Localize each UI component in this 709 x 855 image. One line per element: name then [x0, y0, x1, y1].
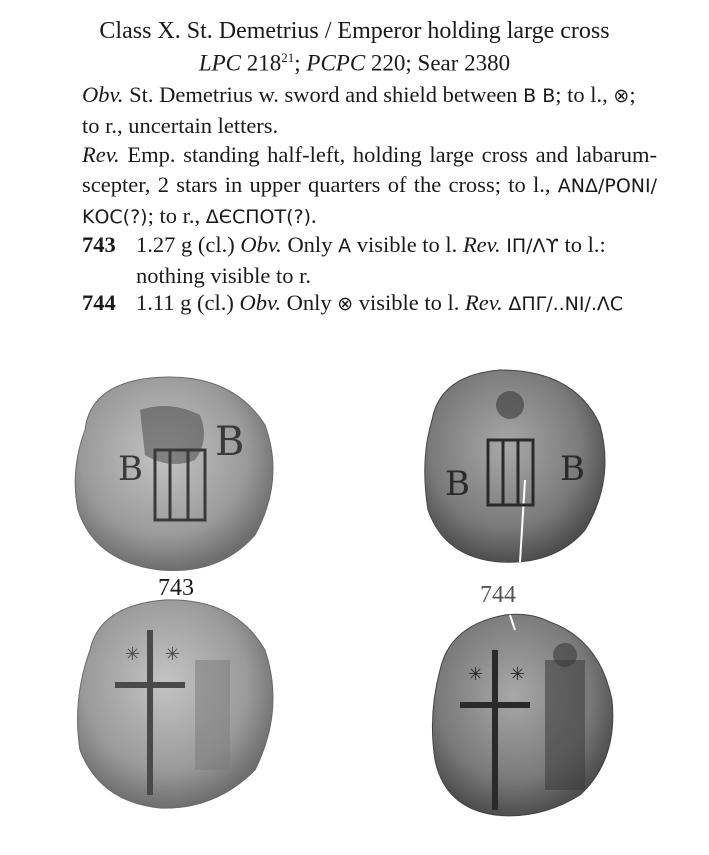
svg-text:B: B [445, 464, 470, 504]
obv-text-2: ; to l., [555, 82, 614, 107]
entry-rev-text-2: to l.: [558, 232, 606, 257]
coin-label-744: 744 [480, 582, 516, 608]
entry-744 [82, 288, 662, 319]
coin-744-reverse [432, 614, 612, 816]
coin-plate [0, 330, 709, 850]
entry-obv-abbr: Obv. [239, 290, 281, 315]
rev-text-2: ; to r., [147, 203, 206, 228]
rev-abbr: Rev. [82, 142, 120, 167]
svg-text:✳: ✳ [165, 644, 181, 665]
rev-text-3: . [311, 203, 317, 228]
obv-abbr: Obv. [82, 82, 124, 107]
entry-obv-text: Only [281, 232, 339, 257]
entry-obv-text-2: visible to l. [353, 290, 466, 315]
svg-text:B: B [560, 449, 585, 489]
ref-sep: ; [294, 50, 307, 76]
entry-weight: 1.27 g (cl.) [136, 232, 241, 257]
entry-weight: 1.11 g (cl.) [136, 290, 240, 315]
entry-obv-abbr: Obv. [240, 232, 282, 257]
obv-text-3: ; [629, 82, 636, 107]
class-title-text: Class X. St. Demetrius / Emperor holding large cross [99, 18, 610, 44]
coin-label-743: 743 [158, 575, 194, 601]
entry-743 [82, 230, 662, 290]
reverse-description [82, 140, 657, 232]
obv-letters-2: ⊗ [613, 85, 630, 107]
rev-text-1: Emp. standing half-left, holding large cross and labarum-scepter, 2 stars in upper quarters of the cross; to l., [82, 142, 657, 197]
entry-number: 744 [82, 290, 116, 315]
obv-text-1: St. Demetrius w. sword and shield between [123, 82, 524, 107]
entry-number: 743 [82, 232, 116, 257]
svg-text:B: B [118, 449, 143, 489]
obv-line-2: to r., uncertain letters. [82, 113, 279, 138]
references-line [0, 50, 709, 77]
coin-743-reverse [78, 600, 273, 808]
rev-letters-right: ΔЄϹΠΟΤ(?) [205, 206, 312, 228]
entry-rev-abbr: Rev. [462, 232, 501, 257]
entry-rev-letters: ΙΠ/Λϒ [506, 235, 559, 257]
coin-photos [0, 330, 709, 850]
entry-obv-text-2: visible to l. [351, 232, 463, 257]
svg-text:✳: ✳ [510, 664, 526, 685]
entry-obv-letter: ⊗ [337, 293, 354, 315]
ref-lpc: LPC [198, 50, 241, 76]
entry-line-2: nothing visible to r. [136, 263, 312, 288]
entry-obv-text: Only [280, 290, 338, 315]
obv-letters-1: Β Β [523, 85, 556, 107]
coin-743-obverse [75, 377, 273, 571]
coin-744-obverse [425, 370, 605, 562]
svg-text:B: B [215, 419, 245, 465]
rev-letters-left: ΑΝΔ/ΡΟΝΙ/ΚΟϹ(?) [82, 175, 657, 228]
ref-lpc-sup: 21 [281, 50, 295, 65]
ref-lpc-num: 218 [241, 50, 282, 76]
svg-text:✳: ✳ [125, 644, 141, 665]
ref-rest: 220; Sear 2380 [365, 50, 511, 76]
obverse-description [82, 80, 657, 141]
svg-text:✳: ✳ [468, 664, 484, 685]
entry-obv-letter: Α [338, 235, 352, 257]
entry-rev-letters: ΔΠΓ/..ΝΙ/.ΛϹ [508, 293, 624, 315]
ref-pcpc: PCPC [306, 50, 366, 76]
entry-rev-abbr: Rev. [465, 290, 503, 315]
class-title [0, 18, 709, 45]
